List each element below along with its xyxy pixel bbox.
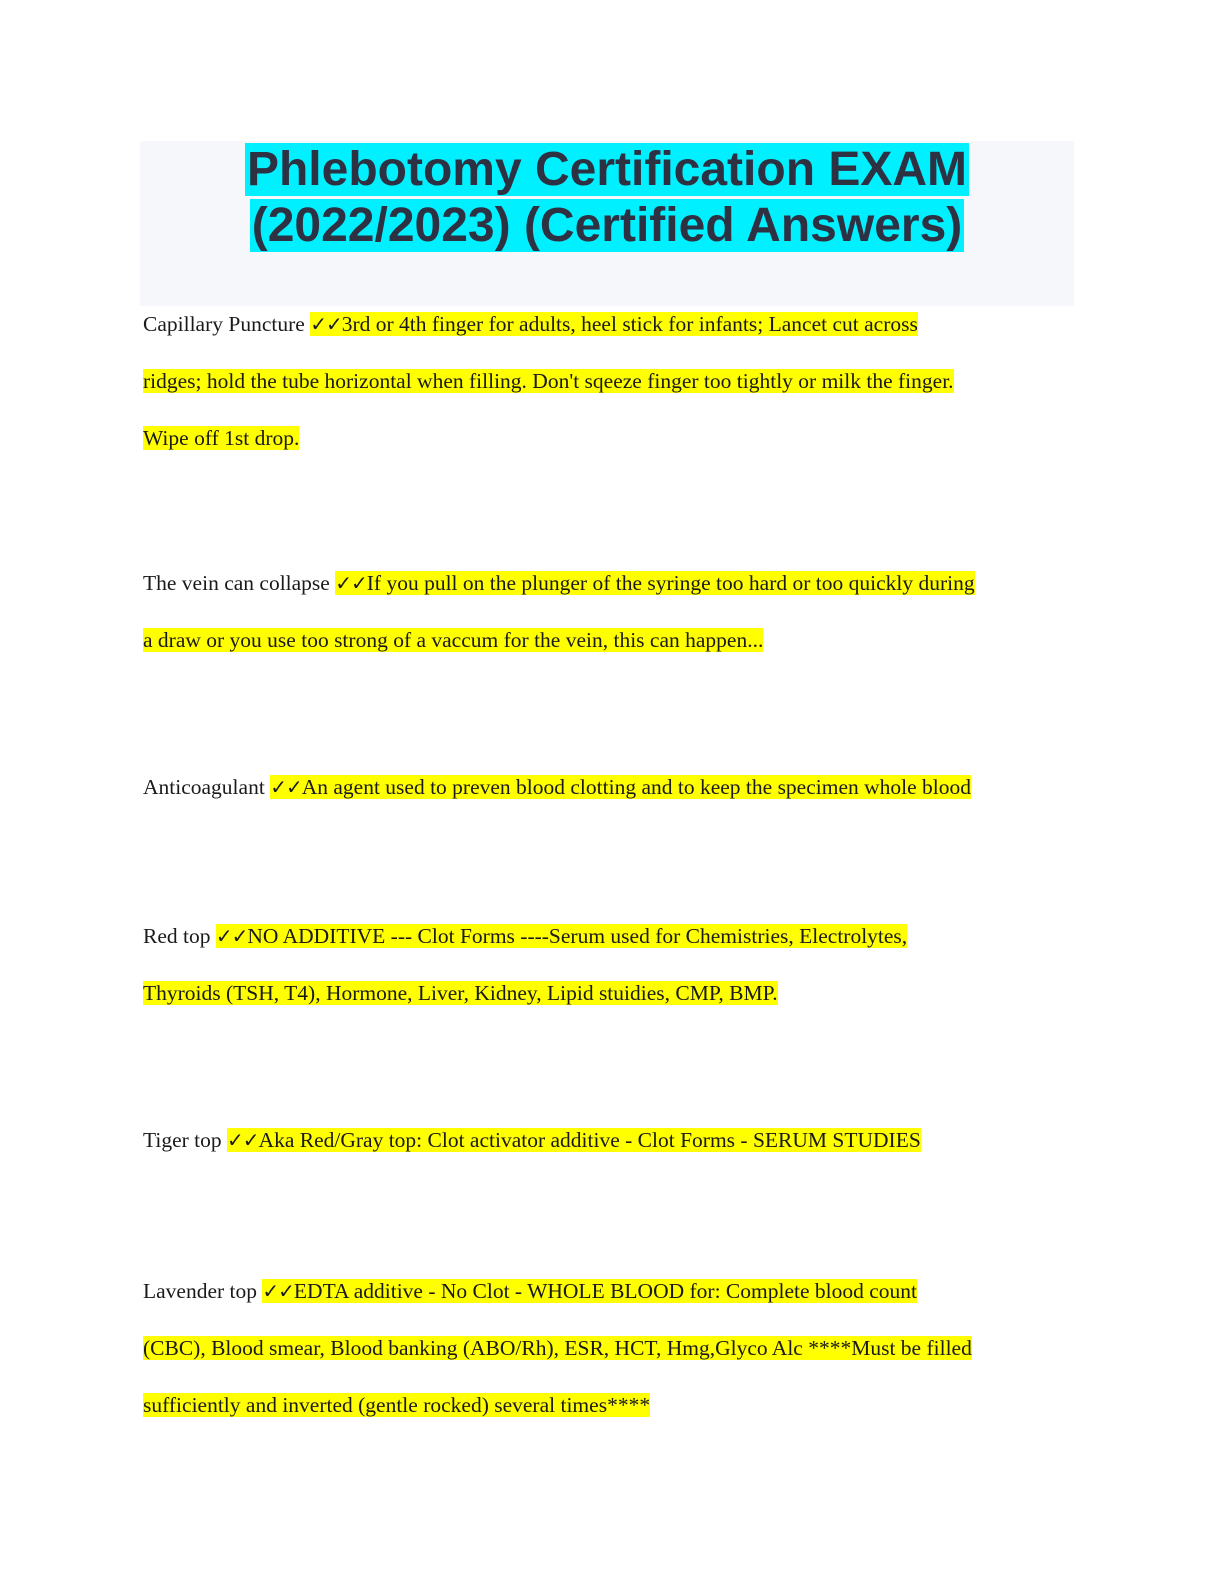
entry-answer-line: If you pull on the plunger of the syringe too hard or too quickly during — [366, 571, 975, 595]
entry-lavender-top — [143, 1263, 1078, 1434]
entry-term: Anticoagulant — [143, 775, 265, 799]
entry-answer-line: a draw or you use too strong of a vaccum for the vein, this can happen... — [143, 628, 764, 652]
title-line-1: Phlebotomy Certification EXAM — [246, 143, 968, 196]
check-icon: ✓✓ — [227, 1128, 259, 1152]
entry-answer-line: EDTA additive - No Clot - WHOLE BLOOD for: Complete blood count — [293, 1279, 918, 1303]
check-icon: ✓✓ — [262, 1279, 294, 1303]
entry-answer-line: 3rd or 4th finger for adults, heel stick for infants; Lancet cut across — [341, 312, 918, 336]
entry-answer-line: (CBC), Blood smear, Blood banking (ABO/Rh), ESR, HCT, Hmg,Glyco Alc ****Must be filled — [143, 1336, 972, 1360]
entry-red-top — [143, 908, 1078, 1022]
entry-answer-line: Wipe off 1st drop. — [143, 426, 300, 450]
entry-answer-line: NO ADDITIVE --- Clot Forms ----Serum used for Chemistries, Electrolytes, — [247, 924, 908, 948]
document-title — [140, 142, 1074, 254]
entry-term: Red top — [143, 924, 211, 948]
entry-term: The vein can collapse — [143, 571, 330, 595]
entry-answer-line: sufficiently and inverted (gentle rocked) several times**** — [143, 1393, 651, 1417]
entry-term: Capillary Puncture — [143, 312, 305, 336]
check-icon: ✓✓ — [335, 571, 367, 595]
entry-capillary-puncture — [143, 296, 1078, 467]
entry-term: Lavender top — [143, 1279, 258, 1303]
check-icon: ✓✓ — [310, 312, 342, 336]
entry-tiger-top — [143, 1112, 1078, 1169]
entry-answer-line: Thyroids (TSH, T4), Hormone, Liver, Kidney, Lipid stuidies, CMP, BMP. — [143, 981, 778, 1005]
entry-vein-collapse — [143, 555, 1078, 669]
entry-answer-line: Aka Red/Gray top: Clot activator additive - Clot Forms - SERUM STUDIES — [258, 1128, 921, 1152]
entry-answer-line: An agent used to preven blood clotting and to keep the specimen whole blood — [301, 775, 972, 799]
check-icon: ✓✓ — [215, 924, 248, 948]
check-icon: ✓✓ — [270, 775, 302, 799]
entry-term: Tiger top — [143, 1128, 222, 1152]
entry-anticoagulant — [143, 759, 1078, 816]
title-line-2: (2022/2023) (Certified Answers) — [251, 199, 963, 252]
entry-answer-line: ridges; hold the tube horizontal when filling. Don't sqeeze finger too tightly or milk the finger. — [143, 369, 954, 393]
